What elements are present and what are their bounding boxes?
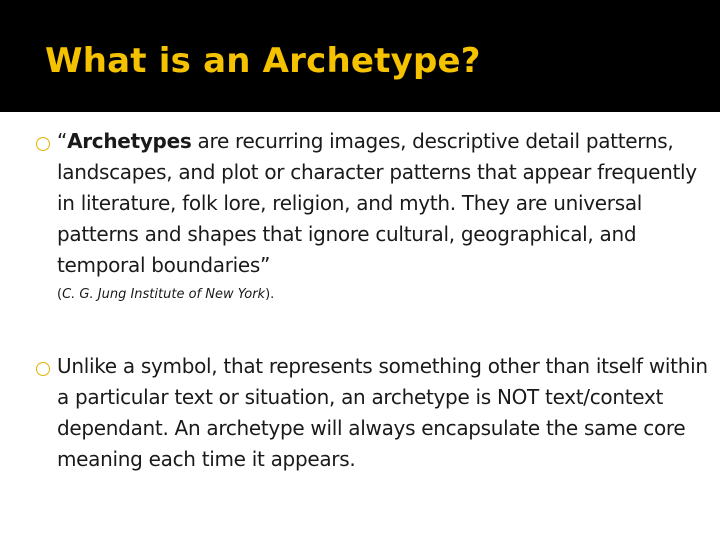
title-bar xyxy=(0,0,720,112)
citation-source: C. G. Jung Institute of New York xyxy=(62,287,266,302)
archetypes-term: Archetypes xyxy=(67,129,192,153)
bullet-circle-icon xyxy=(36,362,50,376)
bullet-archetype-definition xyxy=(57,126,717,305)
definition-text: are recurring images, descriptive detail patterns, landscapes, and plot or character patterns that appear frequently in literature, folk lore, religion, and myth. They are universal patterns and shapes that ignore cultural, geographical, and temporal boundaries” xyxy=(57,129,697,277)
bullet-circle-icon xyxy=(36,137,50,151)
slide-title: What is an Archetype? xyxy=(45,41,481,81)
citation-close: ). xyxy=(265,287,275,302)
citation-open: ( xyxy=(57,287,63,302)
open-quote: “ xyxy=(57,129,68,153)
bullet-symbol-comparison: Unlike a symbol, that represents something other than itself within a particular text or situation, an archetype is NOT text/context dependant. An archetype will always encapsulate the same core meaning each time it appears. xyxy=(57,354,708,471)
citation xyxy=(57,285,717,305)
